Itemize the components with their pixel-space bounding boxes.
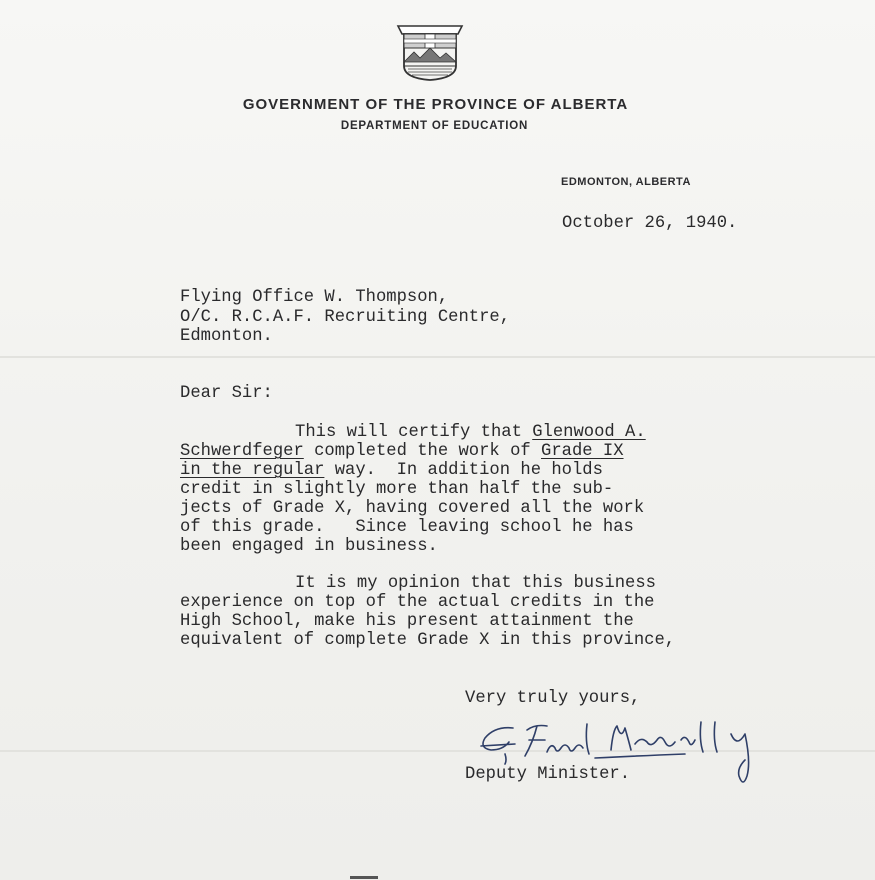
city-location: EDMONTON, ALBERTA [561, 176, 691, 188]
student-name: Glenwood A. [532, 423, 646, 442]
recipient-line: Edmonton. [180, 327, 273, 346]
signer-title: Deputy Minister. [465, 765, 631, 784]
body-line: High School, make his present attainment the [180, 612, 634, 631]
paper-fold [0, 356, 875, 358]
grade-reference: Grade IX [541, 442, 624, 461]
body-line: of this grade. Since leaving school he has [180, 518, 634, 537]
bottom-edge-mark [350, 876, 378, 879]
salutation: Dear Sir: [180, 384, 273, 403]
body-text-underlined: in the regular [180, 461, 325, 480]
closing: Very truly yours, [465, 689, 641, 708]
body-line: been engaged in business. [180, 537, 438, 556]
body-line: credit in slightly more than half the sub- [180, 480, 614, 499]
body-line: jects of Grade X, having covered all the work [180, 499, 645, 518]
government-heading: GOVERNMENT OF THE PROVINCE OF ALBERTA [242, 96, 629, 113]
alberta-coat-of-arms-icon [396, 22, 464, 82]
letter-date: October 26, 1940. [562, 214, 738, 233]
recipient-line: Flying Office W. Thompson, [180, 288, 449, 307]
student-name: Schwerdfeger [180, 442, 304, 461]
body-line: experience on top of the actual credits in the [180, 593, 655, 612]
body-text: completed the work of [303, 442, 542, 461]
body-text: way. In addition he holds [324, 461, 603, 480]
body-line: It is my opinion that this business [295, 574, 656, 593]
recipient-line: O/C. R.C.A.F. Recruiting Centre, [180, 308, 511, 327]
body-line [295, 423, 646, 442]
body-line: equivalent of complete Grade X in this province, [180, 631, 676, 650]
department-heading: DEPARTMENT OF EDUCATION [340, 120, 529, 132]
body-line [180, 461, 603, 480]
body-line [180, 442, 624, 461]
body-text: This will certify that [295, 423, 533, 442]
